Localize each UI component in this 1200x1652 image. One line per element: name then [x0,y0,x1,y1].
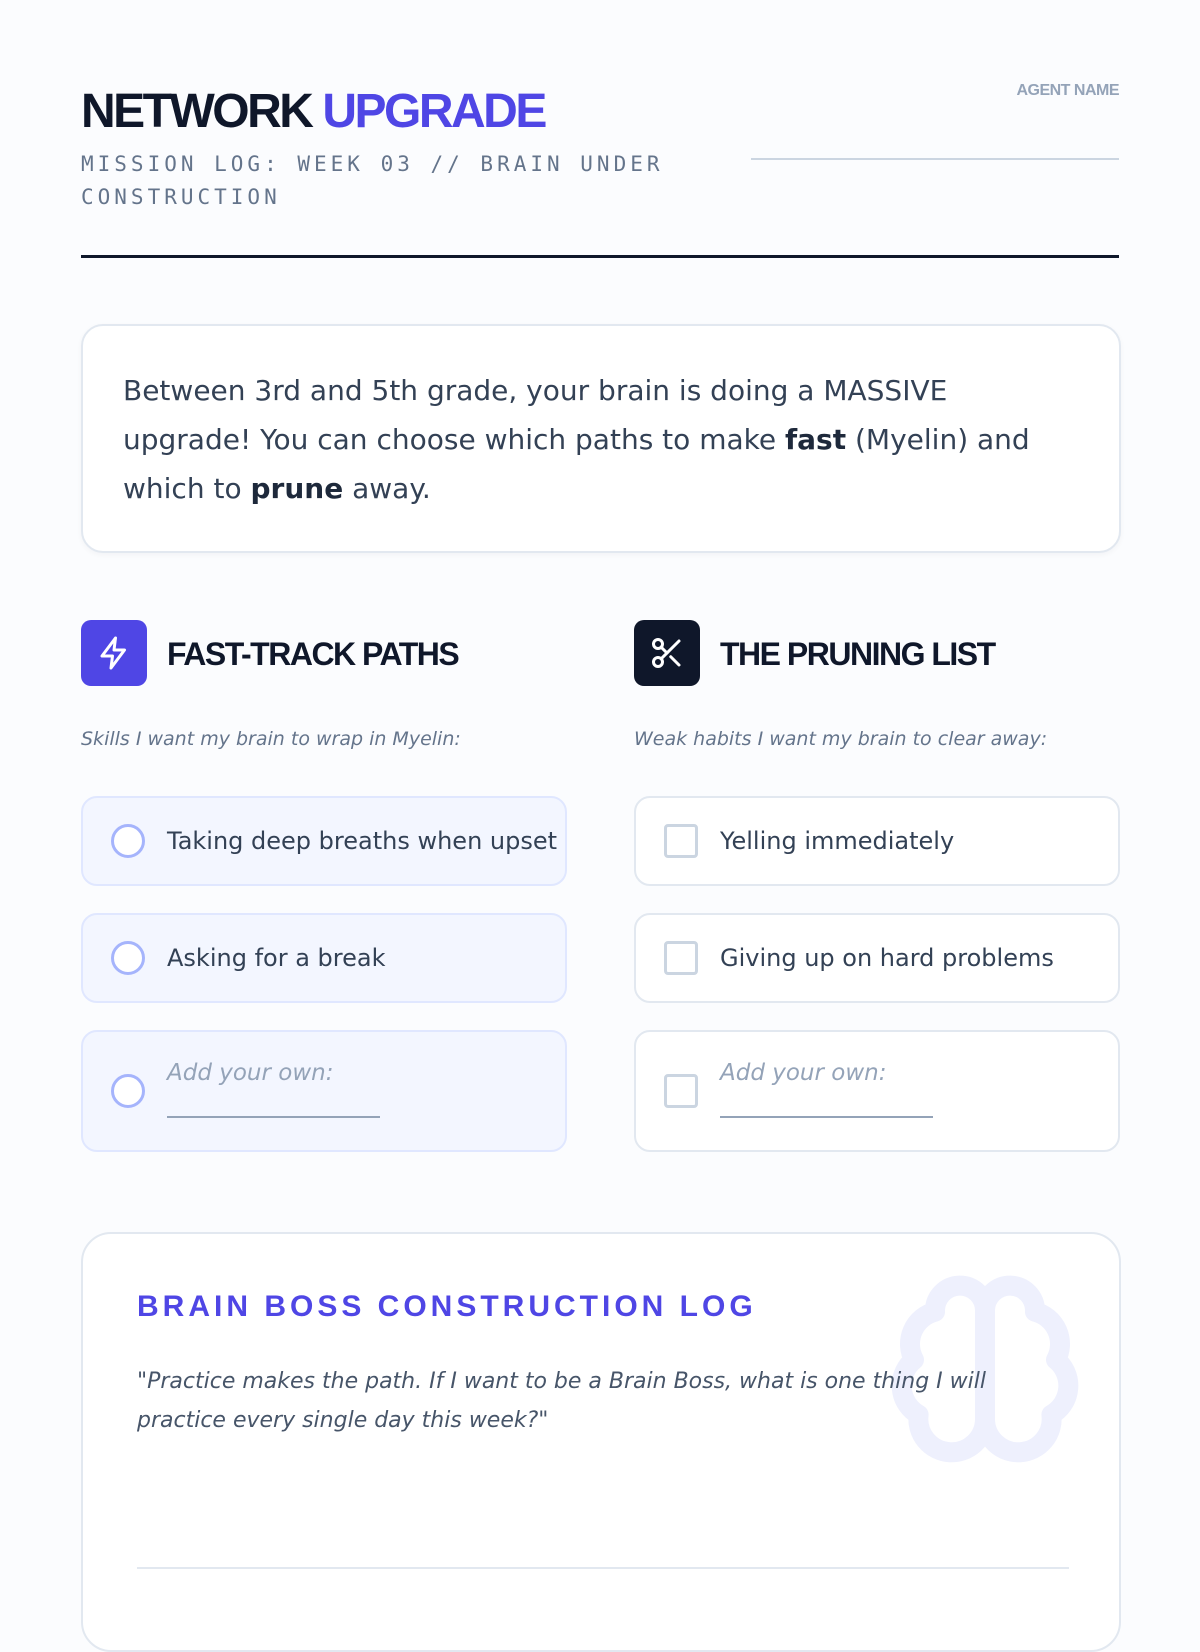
add-own-label: Add your own: [720,1060,887,1086]
fast-track-header [81,620,567,686]
add-own-field[interactable] [167,1056,397,1126]
pruning-header [634,620,1120,686]
log-prompt: "Practice makes the path. If I want to be a Brain Boss, what is one thing I will practice every single day this week?" [137,1369,986,1433]
intro-text-3: away. [343,472,431,505]
fast-track-subtitle: Skills I want my brain to wrap in Myelin: [81,728,461,750]
page-title [81,86,545,138]
add-own-label: Add your own: [167,1060,334,1086]
fast-track-item[interactable] [81,796,567,886]
pruning-item[interactable] [634,913,1120,1003]
pruning-item-label: Giving up on hard problems [720,944,1054,972]
intro-text-2: (Myelin) and which to [123,423,1030,505]
agent-name-field[interactable] [751,158,1119,160]
fast-track-add-own[interactable] [81,1030,567,1152]
checkbox[interactable] [664,941,698,975]
scissors-icon [634,620,700,686]
title-accent: UPGRADE [322,85,545,138]
lightning-icon [81,620,147,686]
pruning-title: THE PRUNING LIST [720,636,995,672]
fast-track-item-label: Taking deep breaths when upset [167,827,558,855]
intro-bold-prune: prune [250,472,344,505]
construction-log-card [81,1232,1121,1652]
intro-text: Between 3rd and 5th grade, your brain is doing a MASSIVE upgrade! You can choose which paths to make [123,374,948,456]
pruning-add-own[interactable] [634,1030,1120,1152]
page-subtitle: MISSION LOG: WEEK 03 // BRAIN UNDER CONSTRUCTION [81,152,664,209]
radio-button[interactable] [111,824,145,858]
checkbox[interactable] [664,1074,698,1108]
fast-track-item-label: Asking for a break [167,944,386,972]
write-line [720,1116,933,1118]
agent-name-label: AGENT NAME [1016,82,1119,99]
fast-track-title: FAST-TRACK PATHS [167,636,459,672]
checkbox[interactable] [664,824,698,858]
fast-track-column [81,620,567,1086]
write-line [167,1116,380,1118]
pruning-subtitle: Weak habits I want my brain to clear away: [634,728,1048,750]
intro-card [81,324,1121,553]
log-title: BRAIN BOSS CONSTRUCTION LOG [137,1290,757,1323]
pruning-item-label: Yelling immediately [720,827,955,855]
pruning-item[interactable] [634,796,1120,886]
header [81,0,1119,258]
add-own-field[interactable] [720,1056,950,1126]
title-main: NETWORK [81,85,312,138]
fast-track-item[interactable] [81,913,567,1003]
radio-button[interactable] [111,1074,145,1108]
radio-button[interactable] [111,941,145,975]
log-answer-line[interactable] [137,1567,1069,1569]
intro-bold-fast: fast [784,423,847,456]
pruning-column [634,620,1120,1086]
